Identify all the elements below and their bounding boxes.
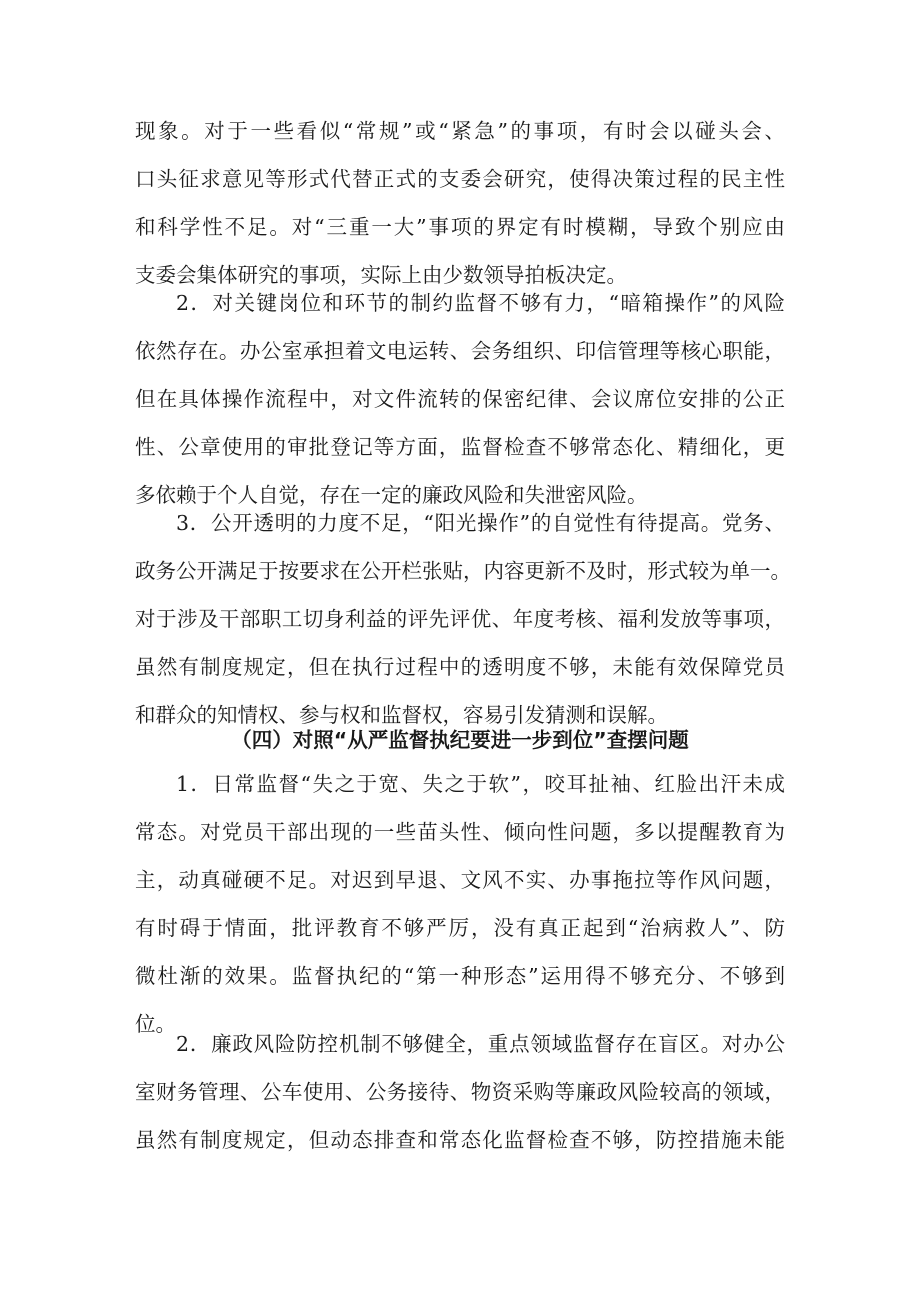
text-line: 性、公章使用的审批登记等方面，监督检查不够常态化、精细化，更 bbox=[135, 435, 785, 459]
text-line: 室财务管理、公车使用、公务接待、物资采购等廉政风险较高的领域， bbox=[135, 1080, 785, 1104]
text-line: 但在具体操作流程中，对文件流转的保密纪律、会议席位安排的公正 bbox=[135, 387, 785, 411]
paragraph-item-3-transparency bbox=[135, 499, 791, 739]
paragraph-item-2-risk-control bbox=[135, 1020, 785, 1164]
text-line: 3．公开透明的力度不足，“阳光操作”的自觉性有待提高。党务、 bbox=[176, 511, 785, 535]
text-line: 口头征求意见等形式代替正式的支委会研究，使得决策过程的民主性 bbox=[135, 167, 785, 191]
text-line: 多依赖于个人自觉，存在一定的廉政风险和失泄密风险。 bbox=[135, 483, 648, 507]
text-line: 1．日常监督“失之于宽、失之于软”，咬耳扯袖、红脸出汗未成 bbox=[176, 772, 785, 796]
text-line: 位。 bbox=[135, 1012, 176, 1036]
text-line: 虽然有制度规定，但在执行过程中的透明度不够，未能有效保障党员 bbox=[135, 655, 785, 679]
paragraph-item-2-supervision bbox=[135, 279, 785, 519]
text-line: 现象。对于一些看似“常规”或“紧急”的事项，有时会以碰头会、 bbox=[135, 119, 785, 143]
text-line: 对于涉及干部职工切身利益的评先评优、年度考核、福利发放等事项， bbox=[135, 607, 785, 631]
text-line: 政务公开满足于按要求在公开栏张贴，内容更新不及时，形式较为单一。 bbox=[135, 559, 791, 583]
text-line: 2．廉政风险防控机制不够健全，重点领域监督存在盲区。对办公 bbox=[176, 1032, 785, 1056]
text-line: 主，动真碰硬不足。对迟到早退、文风不实、办事拖拉等作风问题， bbox=[135, 868, 785, 892]
text-line: 有时碍于情面，批评教育不够严厉，没有真正起到“治病救人”、防 bbox=[135, 916, 785, 940]
text-line: 和群众的知情权、参与权和监督权，容易引发猜测和误解。 bbox=[135, 703, 668, 727]
text-line: 微杜渐的效果。监督执纪的“第一种形态”运用得不够充分、不够到 bbox=[135, 964, 785, 988]
text-line: 2．对关键岗位和环节的制约监督不够有力，“暗箱操作”的风险 bbox=[176, 291, 785, 315]
paragraph-decision-making bbox=[135, 107, 785, 299]
section-heading-4: （四）对照“从严监督执纪要进一步到位”查摆问题 bbox=[231, 728, 689, 752]
text-line: 常态。对党员干部出现的一些苗头性、倾向性问题，多以提醒教育为 bbox=[135, 820, 785, 844]
text-line: 支委会集体研究的事项，实际上由少数领导拍板决定。 bbox=[135, 263, 627, 287]
text-line: 虽然有制度规定，但动态排查和常态化监督检查不够，防控措施未能 bbox=[135, 1128, 785, 1152]
text-line: 依然存在。办公室承担着文电运转、会务组织、印信管理等核心职能， bbox=[135, 339, 785, 363]
text-line: 和科学性不足。对“三重一大”事项的界定有时模糊，导致个别应由 bbox=[135, 215, 785, 239]
paragraph-item-1-daily-supervision bbox=[135, 760, 785, 1048]
